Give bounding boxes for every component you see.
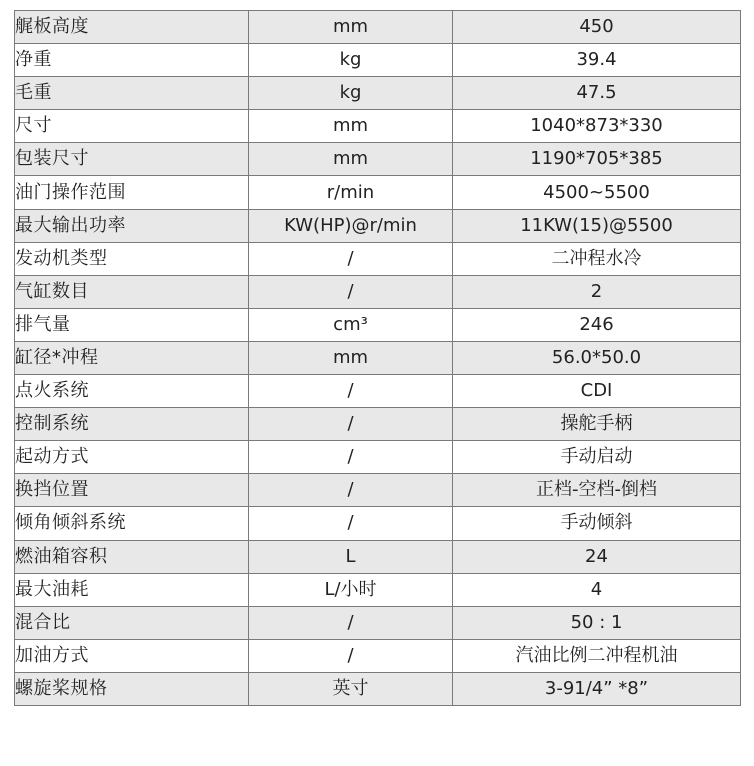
spec-name: 螺旋桨规格 xyxy=(15,672,249,705)
spec-name: 艉板高度 xyxy=(15,11,249,44)
spec-unit: / xyxy=(249,242,453,275)
spec-value: 50 : 1 xyxy=(453,606,741,639)
table-row xyxy=(15,408,741,441)
table-row xyxy=(15,639,741,672)
spec-value: 3-91/4” *8” xyxy=(453,672,741,705)
spec-unit: KW(HP)@r/min xyxy=(249,209,453,242)
table-row xyxy=(15,110,741,143)
spec-value: 24 xyxy=(453,540,741,573)
table-row xyxy=(15,176,741,209)
table-row xyxy=(15,77,741,110)
spec-value: 4500~5500 xyxy=(453,176,741,209)
spec-name: 排气量 xyxy=(15,308,249,341)
spec-value: 1190*705*385 xyxy=(453,143,741,176)
spec-value: 二冲程水冷 xyxy=(453,242,741,275)
spec-value: 手动倾斜 xyxy=(453,507,741,540)
spec-value: 56.0*50.0 xyxy=(453,341,741,374)
spec-unit: kg xyxy=(249,44,453,77)
spec-table xyxy=(14,10,741,706)
spec-value: 操舵手柄 xyxy=(453,408,741,441)
spec-unit: L xyxy=(249,540,453,573)
spec-value: 246 xyxy=(453,308,741,341)
spec-unit: 英寸 xyxy=(249,672,453,705)
spec-name: 净重 xyxy=(15,44,249,77)
spec-unit: mm xyxy=(249,143,453,176)
spec-unit: mm xyxy=(249,11,453,44)
spec-value: 47.5 xyxy=(453,77,741,110)
spec-name: 加油方式 xyxy=(15,639,249,672)
spec-value: 手动启动 xyxy=(453,441,741,474)
spec-unit: / xyxy=(249,375,453,408)
spec-name: 发动机类型 xyxy=(15,242,249,275)
spec-value: 1040*873*330 xyxy=(453,110,741,143)
spec-unit: / xyxy=(249,408,453,441)
table-row xyxy=(15,606,741,639)
spec-unit: mm xyxy=(249,110,453,143)
table-row xyxy=(15,573,741,606)
spec-unit: mm xyxy=(249,341,453,374)
spec-name: 气缸数目 xyxy=(15,275,249,308)
spec-unit: / xyxy=(249,275,453,308)
spec-unit: r/min xyxy=(249,176,453,209)
table-row xyxy=(15,540,741,573)
spec-value: 汽油比例二冲程机油 xyxy=(453,639,741,672)
table-row xyxy=(15,242,741,275)
table-row xyxy=(15,441,741,474)
table-row xyxy=(15,209,741,242)
spec-name: 毛重 xyxy=(15,77,249,110)
spec-unit: kg xyxy=(249,77,453,110)
spec-value: 4 xyxy=(453,573,741,606)
spec-name: 混合比 xyxy=(15,606,249,639)
spec-name: 控制系统 xyxy=(15,408,249,441)
spec-value: 11KW(15)@5500 xyxy=(453,209,741,242)
spec-unit: / xyxy=(249,441,453,474)
spec-unit: / xyxy=(249,639,453,672)
spec-name: 燃油箱容积 xyxy=(15,540,249,573)
spec-name: 最大输出功率 xyxy=(15,209,249,242)
table-row xyxy=(15,275,741,308)
table-row xyxy=(15,341,741,374)
table-row xyxy=(15,44,741,77)
spec-name: 点火系统 xyxy=(15,375,249,408)
spec-value: 2 xyxy=(453,275,741,308)
spec-unit: / xyxy=(249,474,453,507)
spec-value: 39.4 xyxy=(453,44,741,77)
spec-value: 正档-空档-倒档 xyxy=(453,474,741,507)
spec-name: 油门操作范围 xyxy=(15,176,249,209)
table-row xyxy=(15,308,741,341)
table-row xyxy=(15,375,741,408)
spec-value: 450 xyxy=(453,11,741,44)
table-row xyxy=(15,143,741,176)
spec-name: 最大油耗 xyxy=(15,573,249,606)
spec-name: 起动方式 xyxy=(15,441,249,474)
spec-name: 换挡位置 xyxy=(15,474,249,507)
spec-name: 缸径*冲程 xyxy=(15,341,249,374)
spec-table-body xyxy=(15,11,741,706)
spec-unit: cm³ xyxy=(249,308,453,341)
table-row xyxy=(15,672,741,705)
table-row xyxy=(15,507,741,540)
spec-name: 倾角倾斜系统 xyxy=(15,507,249,540)
spec-unit: L/小时 xyxy=(249,573,453,606)
spec-unit: / xyxy=(249,606,453,639)
table-row xyxy=(15,11,741,44)
table-row xyxy=(15,474,741,507)
spec-value: CDI xyxy=(453,375,741,408)
spec-unit: / xyxy=(249,507,453,540)
spec-name: 尺寸 xyxy=(15,110,249,143)
spec-name: 包装尺寸 xyxy=(15,143,249,176)
